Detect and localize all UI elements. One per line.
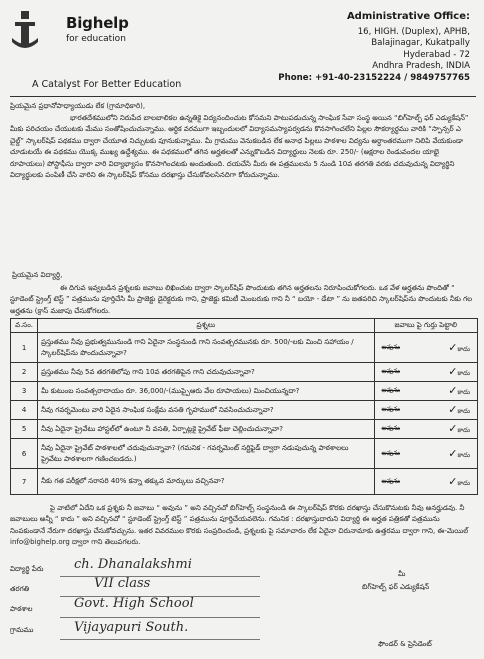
village-underline xyxy=(60,639,260,640)
row-number: 7 xyxy=(11,469,38,495)
school-label: పాఠశాల xyxy=(10,605,33,613)
student-salutation: ప్రియమైన విద్యార్థి, xyxy=(12,271,63,279)
row-question: నీవు ఏదైనా ప్రైవేట్ పాఠశాలలో చదువుచున్నావా? (గమనిక - గవర్నమెంట్ సర్టిఫైడ్ ద్వారా నడుపుచున్న పాఠశాలలు ప్రైవేటు పాఠశాలగా గణించబడదు.) xyxy=(38,439,374,469)
table-row xyxy=(11,469,478,495)
row-number: 3 xyxy=(11,382,38,401)
row-number: 2 xyxy=(11,363,38,382)
answer-no-option[interactable]: ✓కాదు xyxy=(448,365,470,378)
answer-yes-option[interactable]: అవును xyxy=(381,342,401,351)
checkmark-icon: ✓ xyxy=(448,340,458,354)
brand-name: Bighelp xyxy=(66,14,129,32)
tagline: A Catalyst For Better Education xyxy=(32,79,182,90)
student-name-field[interactable]: ch. Dhanalakshmi xyxy=(74,557,192,572)
row-number: 4 xyxy=(11,401,38,420)
col-number-header: వ.సం. xyxy=(11,319,38,333)
table-row xyxy=(11,382,478,401)
answer-yes-option[interactable]: అవును xyxy=(381,386,401,394)
eligibility-notes: పై వాటిలో ఏదేని ఒక ప్రశ్నకు నీ జవాబు “ అవును ” అని వచ్చినచో బిగ్‌హెల్ప్ సంస్థనుండి ఈ స్కాలర్‌షిప్ కొరకు దరఖాస్తు చేసుకొనుటకు నీవు అనర్హుడవు. నీ జవాబులు అన్నీ “ కాదు ” అని వచ్చినచో “ స్టూడెంట్ స్ట్రెంగ్త్ టెస్ట్ ” పత్రమును పూర్తిచేయవలెను. గమనిక : దరఖాస్తుదారుని విద్యార్థి ఈ అర్హత పత్రికతో పత్రమును నింపకుండానే నేరుగా దరఖాస్తు చేసుకోవచ్చును. ఇతర వివరముల కొరకు సంప్రదించండి, ప్రశ్నలకు పై సమాచారం లేక ఏదైనా చిరునామాకు ఉత్తరము ద్వారా గాని, ఈ-మెయిల్ info@bighelp.org ద్వారా గాని తెలుపగలరు. xyxy=(10,504,469,547)
village-field[interactable]: Vijayapuri South. xyxy=(74,620,189,635)
class-field[interactable]: VII class xyxy=(94,576,151,591)
office-line: Andhra Pradesh, INDIA xyxy=(372,61,470,72)
row-question: నీవు గవర్నమెంటు వారి ఏదైన సాంఘిక సంక్షేమ వసతి గృహములో నివసించుచున్నావా? xyxy=(38,401,374,420)
eligibility-table xyxy=(10,318,478,495)
answer-no-option[interactable]: ✓కాదు xyxy=(448,446,470,460)
answer-no-option[interactable]: ✓కాదు xyxy=(448,384,470,397)
office-title: Administrative Office: xyxy=(346,11,470,22)
office-line: 16, HIGH. (Duplex), APHB, xyxy=(357,26,470,37)
row-question: ప్రస్తుతము నీవు ప్రభుత్వమునుండి గాని ఏదైనా సంస్థనుండి గాని సంవత్సరమునకు రూ. 500/-లకు మించి సహాయం / స్కాలర్‌షిప్‌ను పొందుచున్నావా? xyxy=(38,333,374,363)
signoff-org: బిగ్‌హెల్ప్ ఫర్ ఎడ్యుకేషన్ xyxy=(362,583,430,591)
class-label: తరగతి xyxy=(10,585,30,593)
checkmark-icon: ✓ xyxy=(448,384,458,397)
office-phone: Phone: +91-40-23152224 / 9849757765 xyxy=(278,72,470,83)
answer-no-option[interactable]: ✓కాదు xyxy=(448,403,470,416)
school-underline xyxy=(60,617,260,618)
village-label: గ్రామము xyxy=(10,626,34,634)
row-question: మీ కుటుంబ సంవత్సరాదాయం రూ. 36,000/-(ముప్పైఆరు వేల రూపాయలు) మించియున్నదా? xyxy=(38,382,374,401)
col-answer-header: జవాబు పై గుర్తు పెట్టాలి xyxy=(374,319,477,333)
answer-no-option[interactable]: ✓కాదు xyxy=(448,422,470,435)
answer-cell[interactable] xyxy=(374,363,477,382)
instruction-paragraph: ఈ దిగువ ఇవ్వబడిన ప్రశ్నలకు జవాబు లిఖించుట ద్వారా స్కాలర్‌షిప్ పొందుటకు తగిన అర్హతలను నిరూపించుకోగలరు. ఒక వేళ అర్హతను పొందితో “ స్టూడెంట్ స్ట్రెంగ్త్ టెస్ట్ ” పత్రమును పూర్తిచేసి మీ ప్రాజెక్టు డైరెక్టరుకు గాని, ప్రాజెక్టు కమిటీ మెంబరుకు గాని నీ “ బయో - డేటా ” ను జతపరిచి స్కాలర్‌షిప్‌ను పొందుటకు నీకు గల అర్హతను (క్రాస్ మజాపు చేసుకోగలరు. xyxy=(10,284,473,315)
answer-yes-option[interactable]: అవును xyxy=(381,367,401,375)
table-row xyxy=(11,439,478,469)
row-question: నీవు ఏదైనా ప్రైవేటు హాస్టల్‌లో ఉంటూ నీ వసతి, ఏర్పాట్లకై ప్రైవేట్ ఫీజు చెల్లించుచున్నావా? xyxy=(38,420,374,439)
answer-cell[interactable] xyxy=(374,469,477,495)
row-number: 6 xyxy=(11,439,38,469)
checkmark-icon: ✓ xyxy=(448,365,458,378)
checkmark-icon: ✓ xyxy=(448,422,458,435)
row-question: నీకు గత పరీక్షలో సరాసరి 40% కన్నా తక్కువ మార్కులు వచ్చినవా? xyxy=(38,469,374,495)
row-question: ప్రస్తుతము నీవు 5వ తరగతిలోపు గాని 10వ తరగతిపైన గాని చదువుచున్నావా? xyxy=(38,363,374,382)
signoff-yours: మీ xyxy=(398,570,406,578)
answer-cell[interactable] xyxy=(374,401,477,420)
school-field[interactable]: Govt. High School xyxy=(74,596,194,611)
answer-yes-option[interactable]: అవును xyxy=(381,448,401,457)
answer-no-option[interactable]: ✓కాదు xyxy=(448,474,470,488)
answer-cell[interactable] xyxy=(374,382,477,401)
table-header xyxy=(11,319,478,333)
table-row xyxy=(11,401,478,420)
table-row xyxy=(11,333,478,363)
answer-no-option[interactable]: ✓కాదు xyxy=(448,340,470,354)
checkmark-icon: ✓ xyxy=(448,474,458,488)
intro-paragraph: భారతదేశములోని నిరుపేద బాలబాలికల ఉన్నతికై విద్యనందించుట కోసమని పాటుపడుచున్న సాంఘిక సేవా సంస్థ అయిన “బిగ్‌హెల్ప్ ఫర్ ఎడ్యుకేషన్” మీకు పరిచయం చేయుటకు మేము సంతోషించుచున్నాము. ఆర్థిక వరముగా ఇబ్బందులలో విద్యాసమస్యాపర్వడను కొనసాగించలేని పిల్లల సౌకర్యార్థము వారికి “స్పాన్సర్ ఎ చైల్డ్” స్కాలర్‌షిప్ పథకము ద్వారా చేయూత నిచ్చుటకు పూనుకున్నాము. మీ గ్రామము వెనుకబడిన లేక అనాధ పిల్లలు పాఠశాల విద్యను అర్ధాంతరముగా నిలిపి వేయకుండా చూడుటయే ఈ పథకము యొక్క ముఖ్య ఉద్దేశ్యము. ఈ పథకములో తగిన అర్హతలతో ఎన్నుకొబడిన విద్యార్థులు నెలకు రూ. 250/- (అక్షరాల రెండువందల యాభై రూపాయలు) పోస్టాఫీసు ద్వారా వారి విద్యాభ్యాసం కొనసాగించటకు అందుతుంది. దయచేసి మీరు ఈ పత్రములను 5 నుండి 10వ తరగతి వరకు చదువుచున్న విద్యార్థిని విద్యార్థులకు పంపిణీ చేసి వారిని ఈ స్కాలర్‌షిప్ కోసము దరఖాస్తు చేసుకోవలసినదిగా కోరుచున్నాము. xyxy=(10,114,469,180)
answer-cell[interactable] xyxy=(374,420,477,439)
office-line: Balajinagar, Kukatpally xyxy=(371,38,470,49)
answer-yes-option[interactable]: అవును xyxy=(381,405,401,413)
signoff-title: ఫౌండర్ & ప్రెసిడెంట్ xyxy=(378,640,432,648)
name-underline xyxy=(60,576,260,577)
col-question-header: ప్రశ్నలు xyxy=(38,319,374,333)
answer-cell[interactable] xyxy=(374,439,477,469)
answer-yes-option[interactable]: అవును xyxy=(381,424,401,432)
row-number: 5 xyxy=(11,420,38,439)
answer-cell[interactable] xyxy=(374,333,477,363)
brand-subtitle: for education xyxy=(66,34,126,44)
office-address xyxy=(260,11,470,85)
table-row xyxy=(11,363,478,382)
salutation: ప్రియమైన ప్రధానోపాధ్యాయుడు లేక (గ్రామాధికారి), xyxy=(10,102,146,110)
office-line: Hyderabad - 72 xyxy=(403,49,470,60)
row-number: 1 xyxy=(11,333,38,363)
answer-yes-option[interactable]: అవును xyxy=(381,476,401,485)
checkmark-icon: ✓ xyxy=(448,446,458,460)
table-row xyxy=(11,420,478,439)
header-divider xyxy=(10,96,476,97)
bighelp-logo-icon xyxy=(10,10,40,50)
checkmark-icon: ✓ xyxy=(448,403,458,416)
student-name-label: విద్యార్థి పేరు xyxy=(10,565,44,573)
